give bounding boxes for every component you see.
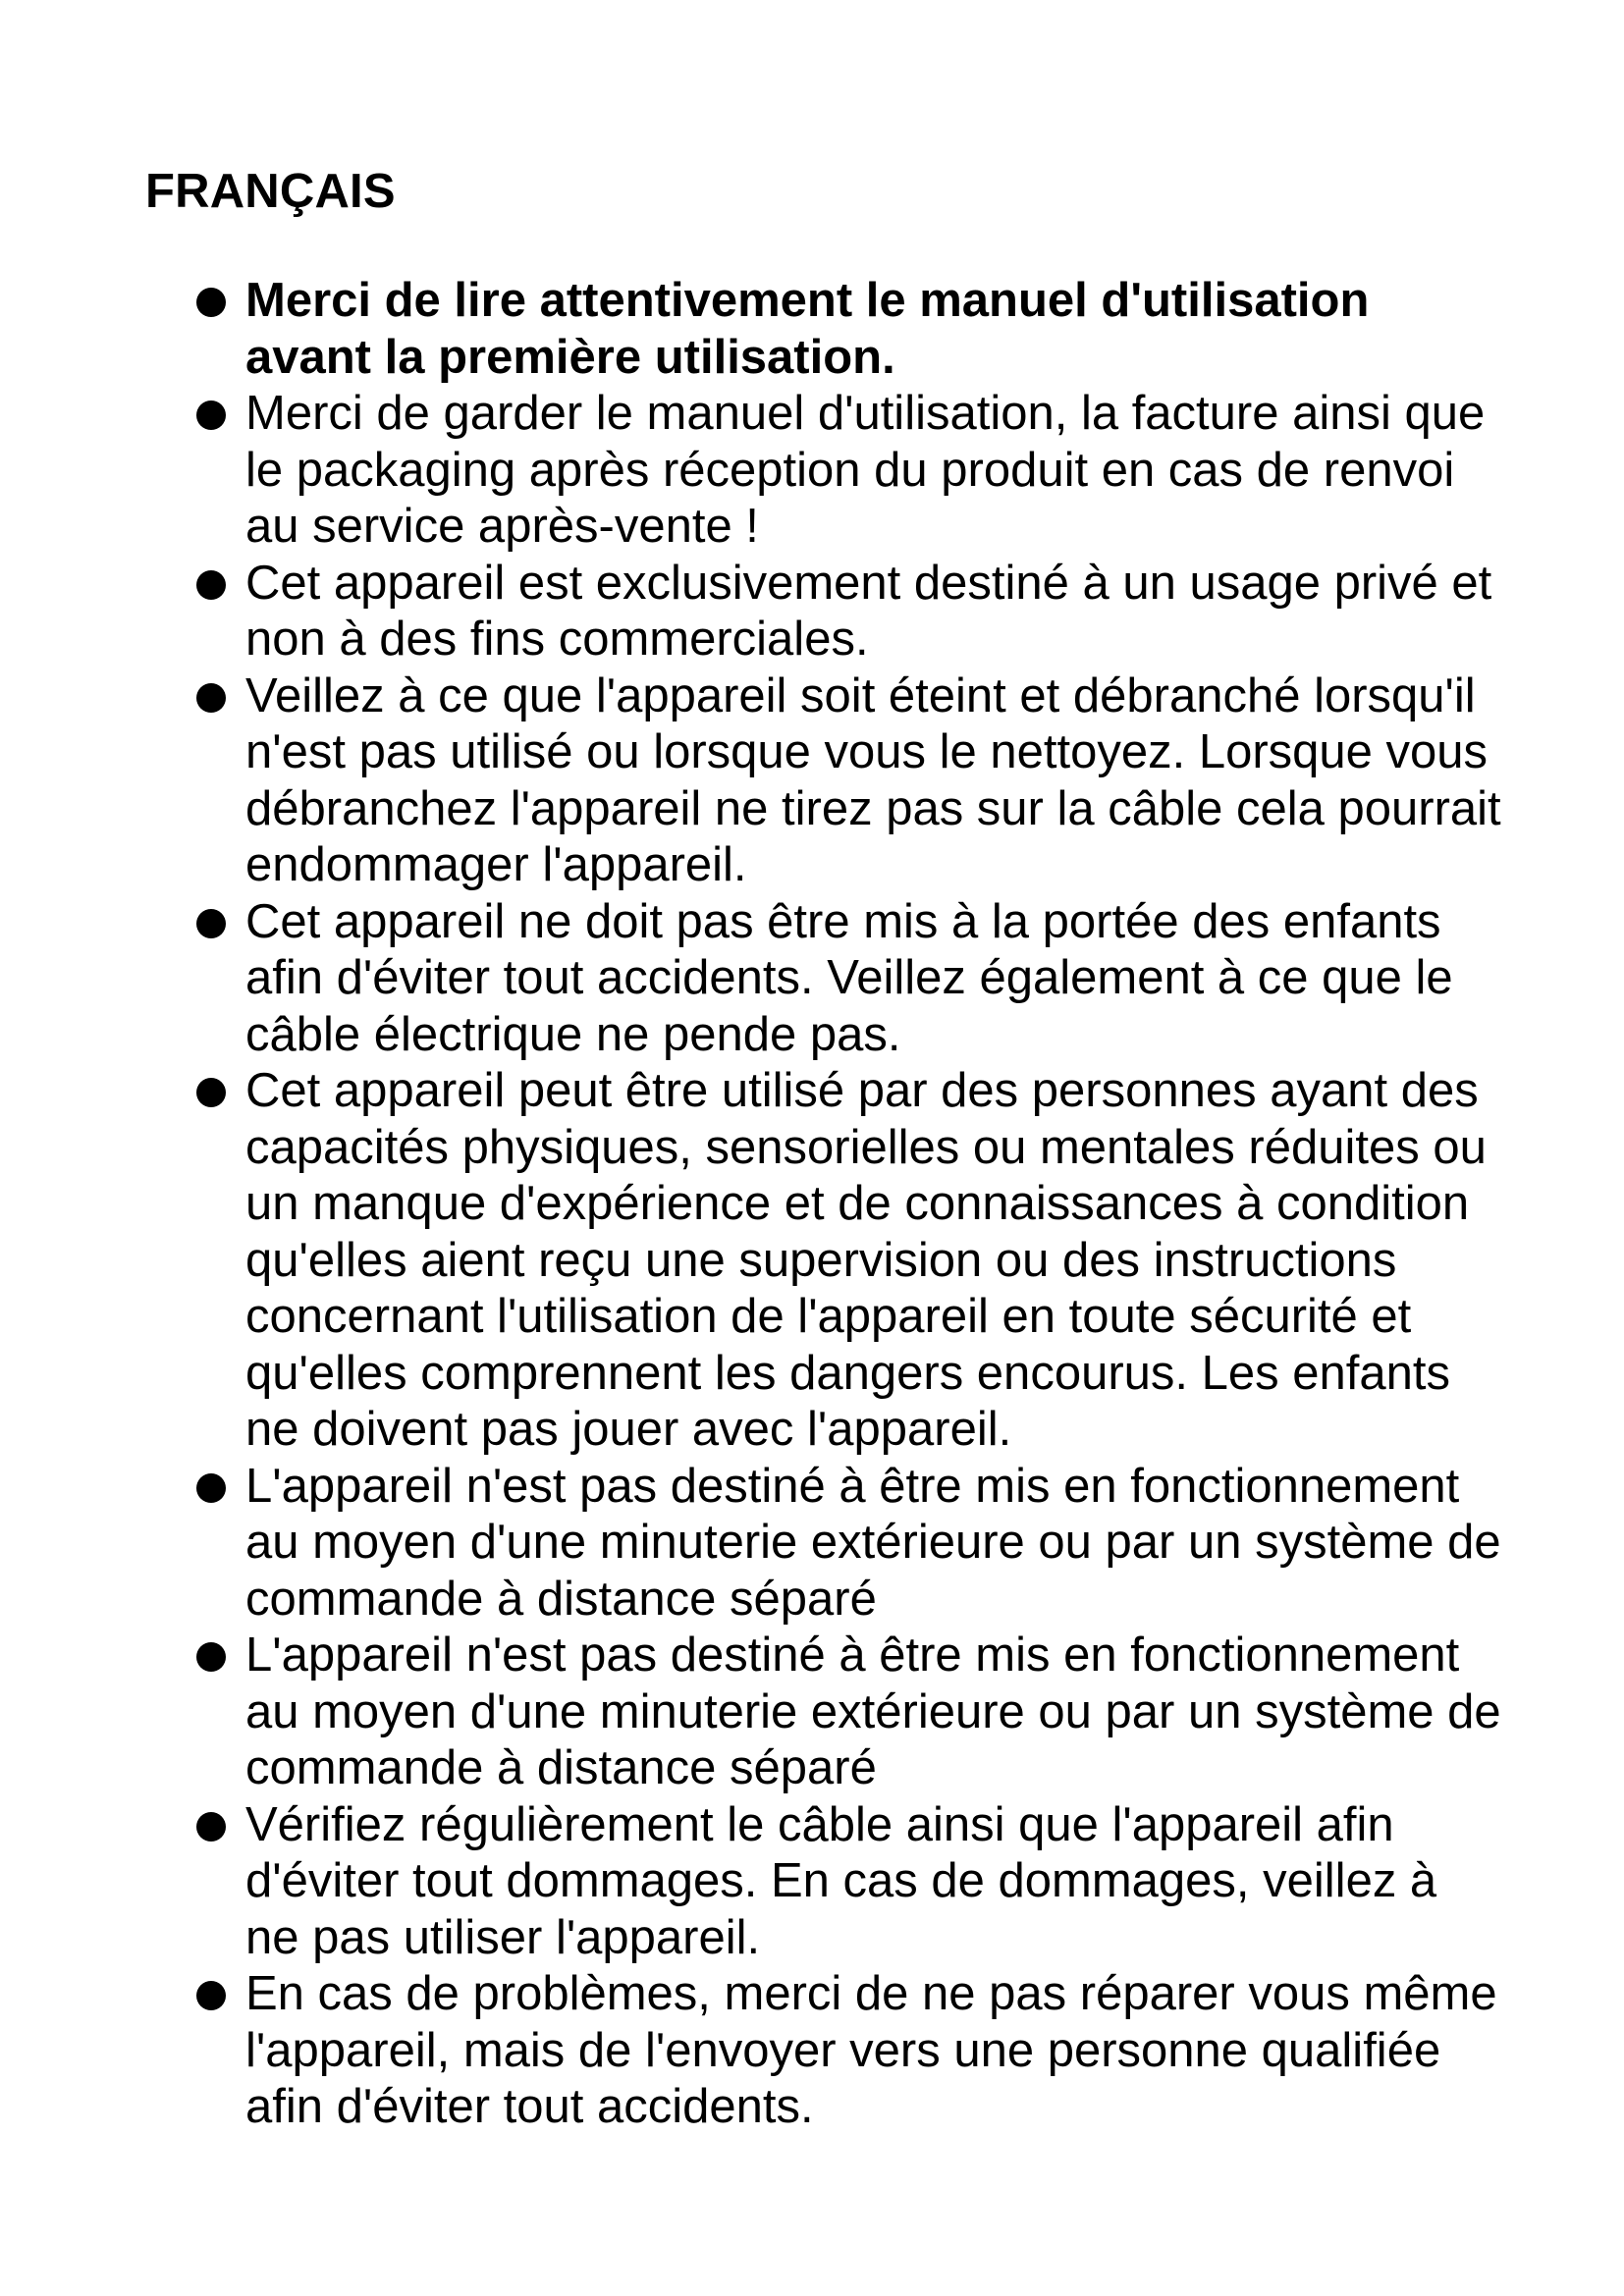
instructions-list xyxy=(196,273,1502,2136)
list-item-text: Vérifiez régulièrement le câble ainsi que l'appareil afin d'éviter tout dommages. En cas de dommages, veillez à ne pas utiliser l'appareil. xyxy=(245,1797,1437,1964)
list-item xyxy=(196,1797,1502,1967)
bullet-icon xyxy=(196,909,226,938)
language-heading: FRANÇAIS xyxy=(145,165,396,218)
bullet-icon xyxy=(196,570,226,600)
bullet-icon xyxy=(196,1642,226,1672)
list-item xyxy=(196,556,1502,668)
list-item xyxy=(196,668,1502,894)
bullet-icon xyxy=(196,288,226,317)
list-item xyxy=(196,386,1502,556)
list-item-text: Cet appareil est exclusivement destiné à un usage privé et non à des fins commerciales. xyxy=(245,556,1492,666)
list-item-text: Veillez à ce que l'appareil soit éteint et débranché lorsqu'il n'est pas utilisé ou lorsque vous le nettoyez. Lorsque vous débranchez l'appareil ne tirez pas sur la câble cela pourrait endommager l'appareil. xyxy=(245,668,1501,891)
list-item xyxy=(196,894,1502,1064)
list-item-text: L'appareil n'est pas destiné à être mis en fonctionnement au moyen d'une minuterie extérieure ou par un système de commande à distance séparé xyxy=(245,1459,1501,1626)
bullet-icon xyxy=(196,683,226,713)
list-item-text: Merci de garder le manuel d'utilisation, la facture ainsi que le packaging après réception du produit en cas de renvoi au service après-vente ! xyxy=(245,387,1486,553)
list-item-text: L'appareil n'est pas destiné à être mis en fonctionnement au moyen d'une minuterie extérieure ou par un système de commande à distance séparé xyxy=(245,1629,1501,1794)
bullet-icon xyxy=(196,400,226,430)
bullet-icon xyxy=(196,1473,226,1503)
list-item xyxy=(196,1063,1502,1459)
bullet-icon xyxy=(196,1981,226,2010)
list-item xyxy=(196,1966,1502,2136)
list-item-text: En cas de problèmes, merci de ne pas réparer vous même l'appareil, mais de l'envoyer vers une personne qualifiée afin d'éviter tout accidents. xyxy=(245,1967,1497,2133)
list-item-text: Cet appareil ne doit pas être mis à la portée des enfants afin d'éviter tout accidents. Veillez également à ce que le câble électrique ne pende pas. xyxy=(245,894,1453,1061)
bullet-icon xyxy=(196,1812,226,1842)
list-item xyxy=(196,1459,1502,1629)
list-item-text: Merci de lire attentivement le manuel d'utilisation avant la première utilisation. xyxy=(245,274,1370,384)
list-item-text: Cet appareil peut être utilisé par des personnes ayant des capacités physiques, sensorielles ou mentales réduites ou un manque d'expérience et de connaissances à condition qu'elles aient reçu une supervision ou des instructions concernant l'utilisation de l'appareil en toute sécurité et qu'elles comprennent les dangers encourus. Les enfants ne doivent pas jouer avec l'appareil. xyxy=(245,1064,1487,1456)
list-item xyxy=(196,1628,1502,1797)
list-item xyxy=(196,273,1502,386)
bullet-icon xyxy=(196,1078,226,1107)
